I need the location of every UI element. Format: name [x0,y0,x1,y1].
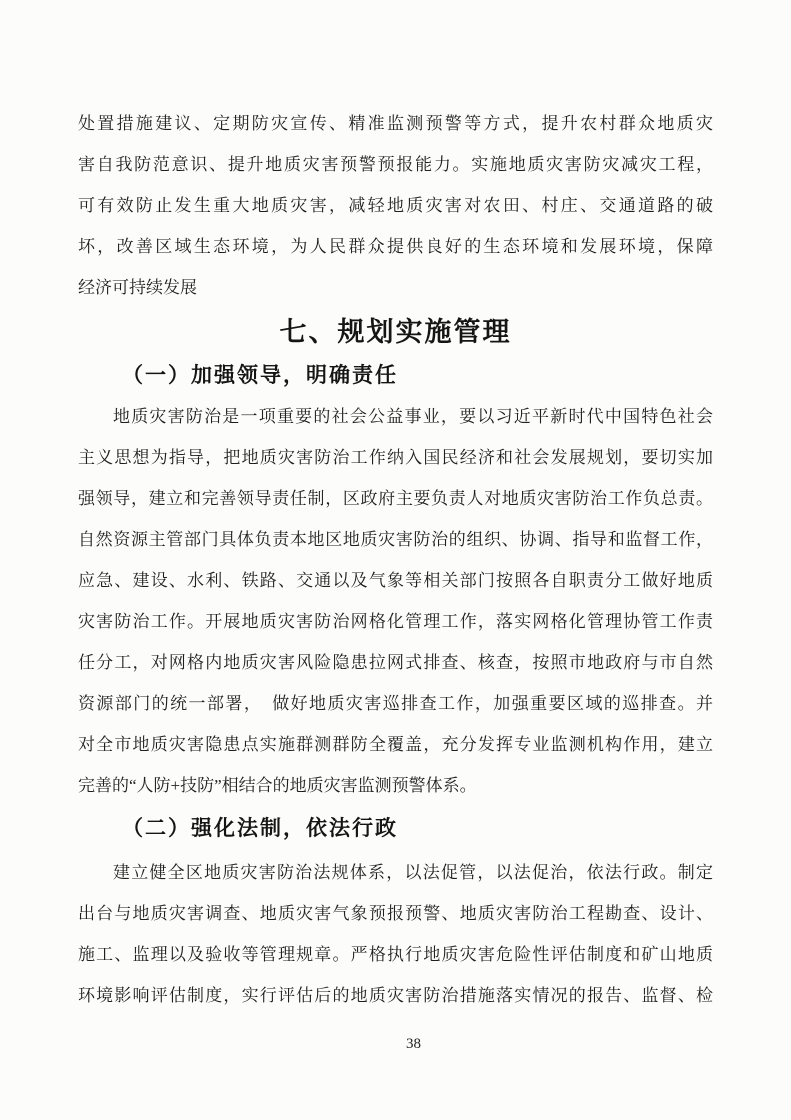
text-line: 建立健全区地质灾害防治法规体系，以法促管，以法促治，依法行政。制定 [113,863,713,882]
text-line: 资源部门的统一部署， 做好地质灾害巡排查工作，加强重要区域的巡排查。并 [78,694,713,713]
text-line: 害自我防范意识、提升地质灾害预警预报能力。实施地质灾害防灾减灾工程， [78,155,713,174]
text-line: 坏，改善区域生态环境，为人民群众提供良好的生态环境和发展环境，保障 [78,237,713,256]
subsection-2-heading: （二）强化法制，依法行政 [122,817,398,840]
subsection-1-paragraph [78,396,713,806]
text-line: 经济可持续发展 [78,278,197,297]
text-line: 环境影响评估制度，实行评估后的地质灾害防治措施落实情况的报告、监督、检 [78,986,713,1005]
subsection-2-paragraph [78,852,713,1016]
text-line: 地质灾害防治是一项重要的社会公益事业，要以习近平新时代中国特色社会 [113,407,713,426]
text-line: 灾害防治工作。开展地质灾害防治网格化管理工作，落实网格化管理协管工作责 [78,612,713,631]
text-line: 完善的“人防+技防”相结合的地质灾害监测预警体系。 [78,776,477,795]
text-line: 可有效防止发生重大地质灾害，减轻地质灾害对农田、村庄、交通道路的破 [78,196,713,215]
text-line: 强领导，建立和完善领导责任制，区政府主要负责人对地质灾害防治工作负总责。 [78,489,713,508]
text-line: 任分工，对网格内地质灾害风险隐患拉网式排查、核查，按照市地政府与市自然 [78,653,713,672]
text-line: 主义思想为指导，把地质灾害防治工作纳入国民经济和社会发展规划，要切实加 [78,448,713,467]
text-line: 出台与地质灾害调查、地质灾害气象预报预警、地质灾害防治工程勘查、设计、 [78,904,713,923]
text-line: 自然资源主管部门具体负责本地区地质灾害防治的组织、协调、指导和监督工作， [78,530,713,549]
section-heading: 七、规划实施管理 [279,317,512,347]
page-number: 38 [406,1036,421,1052]
text-line: 对全市地质灾害隐患点实施群测群防全覆盖，充分发挥专业监测机构作用，建立 [78,735,713,754]
text-line: 应急、建设、水利、铁路、交通以及气象等相关部门按照各自职责分工做好地质 [78,571,713,590]
intro-paragraph [78,103,713,308]
text-line: 处置措施建议、定期防灾宣传、精准监测预警等方式，提升农村群众地质灾 [78,114,713,133]
text-line: 施工、监理以及验收等管理规章。严格执行地质灾害危险性评估制度和矿山地质 [78,945,713,964]
subsection-1-heading: （一）加强领导，明确责任 [122,364,398,387]
